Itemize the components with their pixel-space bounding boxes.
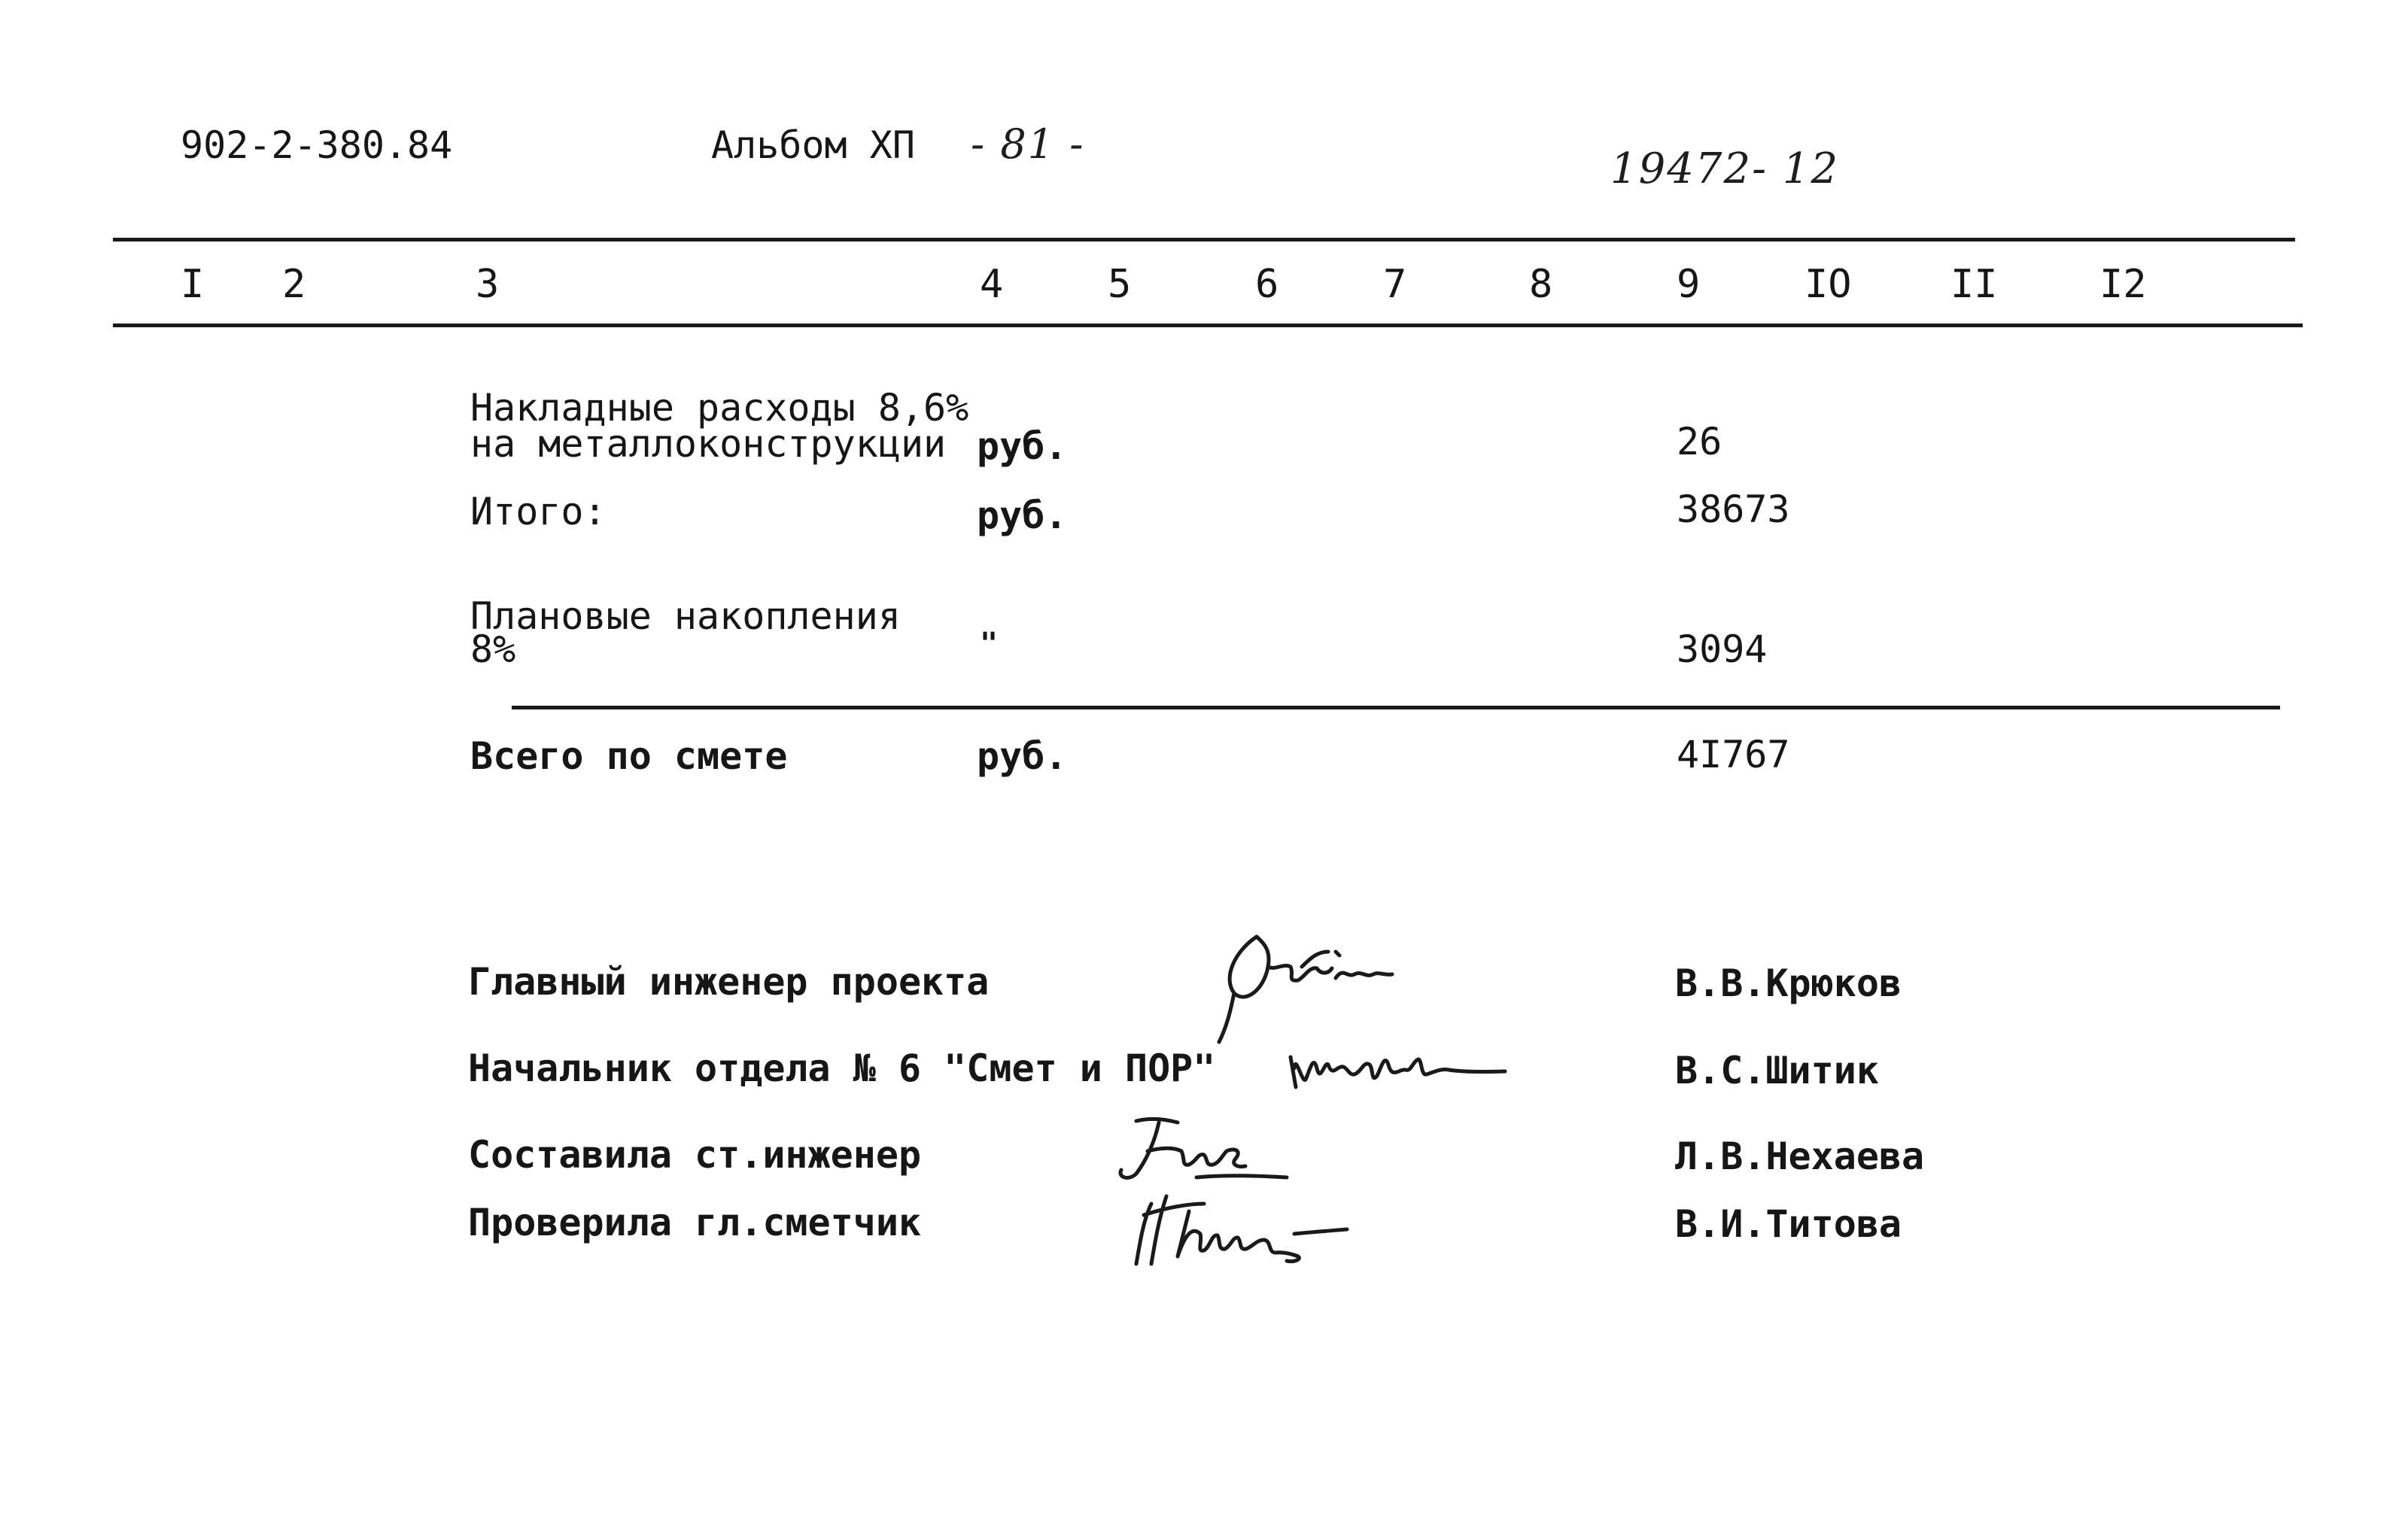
signature-mark-shitik — [1279, 1038, 1550, 1098]
row-label-line: Накладные расходы 8,6% — [470, 386, 969, 430]
signature-name: В.В.Крюков — [1675, 961, 1902, 1005]
signature-name: Л.В.Нехаева — [1675, 1135, 1925, 1178]
row-label — [470, 386, 969, 466]
column-number: 5 — [1108, 262, 1132, 307]
signature-name: В.С.Шитик — [1675, 1049, 1879, 1092]
total-unit: руб. — [977, 734, 1068, 778]
row-label: Итого: — [470, 490, 607, 533]
row-unit: руб. — [977, 494, 1068, 537]
signature-name: В.И.Титова — [1675, 1202, 1902, 1246]
column-number: 7 — [1383, 262, 1407, 307]
column-number: 2 — [282, 262, 306, 307]
total-rule — [512, 706, 2280, 709]
column-number: 8 — [1529, 262, 1553, 307]
row-label — [470, 594, 901, 671]
column-number: 4 — [980, 262, 1004, 307]
row-label-line: 8% — [470, 627, 516, 671]
column-number: 3 — [476, 262, 500, 307]
signature-mark-titova — [1121, 1181, 1392, 1279]
signature-mark-krukov — [1204, 922, 1430, 1050]
row-label-line: Плановые накопления — [470, 594, 901, 638]
row-label-line: на металлоконструкции — [470, 422, 947, 466]
row-unit: " — [980, 627, 999, 661]
row-unit: руб. — [977, 424, 1068, 468]
row-value: 38673 — [1677, 488, 1790, 531]
handwritten-number: 19472- 12 — [1610, 144, 1840, 193]
header-bottom-rule — [113, 324, 2303, 327]
column-number: I — [181, 262, 205, 307]
page-number: - 81 - — [971, 120, 1085, 168]
column-number: II — [1950, 262, 1998, 307]
row-value: 26 — [1677, 420, 1722, 463]
column-number: I2 — [2099, 262, 2147, 307]
column-number: IO — [1804, 262, 1852, 307]
column-number: 6 — [1255, 262, 1279, 307]
doc-code: 902-2-380.84 — [181, 123, 453, 167]
signature-role: Составила ст.инженер — [468, 1133, 922, 1177]
album-label: Альбом XП — [711, 123, 915, 167]
column-number: 9 — [1677, 262, 1701, 307]
signature-role: Начальник отдела № 6 "Смет и ПОР" — [468, 1047, 1216, 1090]
row-value: 3094 — [1677, 627, 1768, 671]
signature-role: Главный инженер проекта — [468, 960, 990, 1004]
total-value: 4I767 — [1677, 733, 1790, 776]
total-label: Всего по смете — [470, 734, 788, 778]
signature-role: Проверила гл.сметчик — [468, 1201, 922, 1244]
table-top-rule — [113, 238, 2295, 242]
